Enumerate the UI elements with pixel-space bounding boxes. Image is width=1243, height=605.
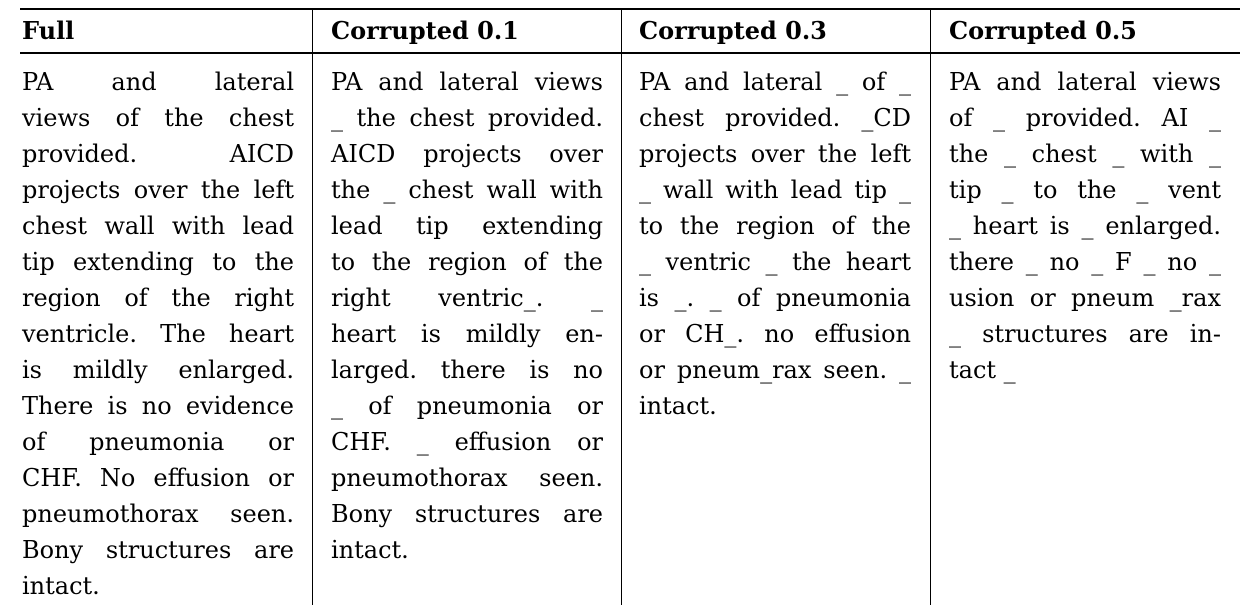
text-line: is _. _ of pneumonia	[639, 284, 911, 312]
column-divider	[312, 9, 313, 605]
text-line: PA and lateral _ of _	[639, 68, 911, 96]
cell-full	[22, 64, 294, 604]
text-line: _ ventric _ the heart	[639, 248, 911, 276]
column-divider	[930, 9, 931, 605]
text-line: there _ no _ F _ no _	[949, 248, 1221, 276]
text-line: Bony structures are	[331, 500, 603, 528]
text-line: PA and lateral	[22, 68, 294, 96]
table-header-rule	[20, 52, 1240, 54]
header-corrupted-0-5: Corrupted 0.5	[949, 16, 1137, 45]
text-line: is mildly enlarged.	[22, 356, 294, 384]
text-line: CHF. _ effusion or	[331, 428, 603, 456]
text-line: chest provided. _CD	[639, 104, 911, 132]
text-line: right ventric_. _	[331, 284, 603, 312]
text-line: heart is mildly en-	[331, 320, 603, 348]
text-line: CHF. No effusion or	[22, 464, 294, 492]
text-line: provided. AICD	[22, 140, 294, 168]
text-line: or pneum_rax seen. _	[639, 356, 911, 384]
text-line: intact.	[331, 536, 409, 564]
text-line: There is no evidence	[22, 392, 294, 420]
comparison-table	[20, 8, 1240, 605]
text-line: pneumothorax seen.	[331, 464, 603, 492]
text-line: projects over the left	[22, 176, 294, 204]
cell-corrupted-0-3	[639, 64, 911, 424]
text-line: tact _	[949, 356, 1016, 384]
text-line: larged. there is no	[331, 356, 603, 384]
text-line: usion or pneum _rax	[949, 284, 1221, 312]
text-line: tip _ to the _ vent	[949, 176, 1221, 204]
text-line: ventricle. The heart	[22, 320, 294, 348]
text-line: _ of pneumonia or	[331, 392, 603, 420]
text-line: to the region of the	[331, 248, 603, 276]
header-corrupted-0-3: Corrupted 0.3	[639, 16, 827, 45]
text-line: lead tip extending	[331, 212, 603, 240]
header-full: Full	[22, 16, 75, 45]
text-line: PA and lateral views	[949, 68, 1221, 96]
text-line: _ the chest provided.	[331, 104, 603, 132]
text-line: of _ provided. AI _	[949, 104, 1221, 132]
cell-corrupted-0-1	[331, 64, 603, 568]
text-line: intact.	[22, 572, 100, 600]
column-divider	[621, 9, 622, 605]
text-line: AICD projects over	[331, 140, 603, 168]
text-line: the _ chest wall with	[331, 176, 603, 204]
text-line: views of the chest	[22, 104, 294, 132]
text-line: pneumothorax seen.	[22, 500, 294, 528]
text-line: tip extending to the	[22, 248, 294, 276]
text-line: projects over the left	[639, 140, 911, 168]
text-line: Bony structures are	[22, 536, 294, 564]
text-line: the _ chest _ with _	[949, 140, 1221, 168]
cell-corrupted-0-5	[949, 64, 1221, 388]
text-line: _ heart is _ enlarged.	[949, 212, 1221, 240]
text-line: to the region of the	[639, 212, 911, 240]
text-line: _ wall with lead tip _	[639, 176, 911, 204]
text-line: PA and lateral views	[331, 68, 603, 96]
text-line: chest wall with lead	[22, 212, 294, 240]
text-line: of pneumonia or	[22, 428, 294, 456]
text-line: region of the right	[22, 284, 294, 312]
text-line: or CH_. no effusion	[639, 320, 911, 348]
header-corrupted-0-1: Corrupted 0.1	[331, 16, 519, 45]
text-line: intact.	[639, 392, 717, 420]
text-line: _ structures are in-	[949, 320, 1221, 348]
